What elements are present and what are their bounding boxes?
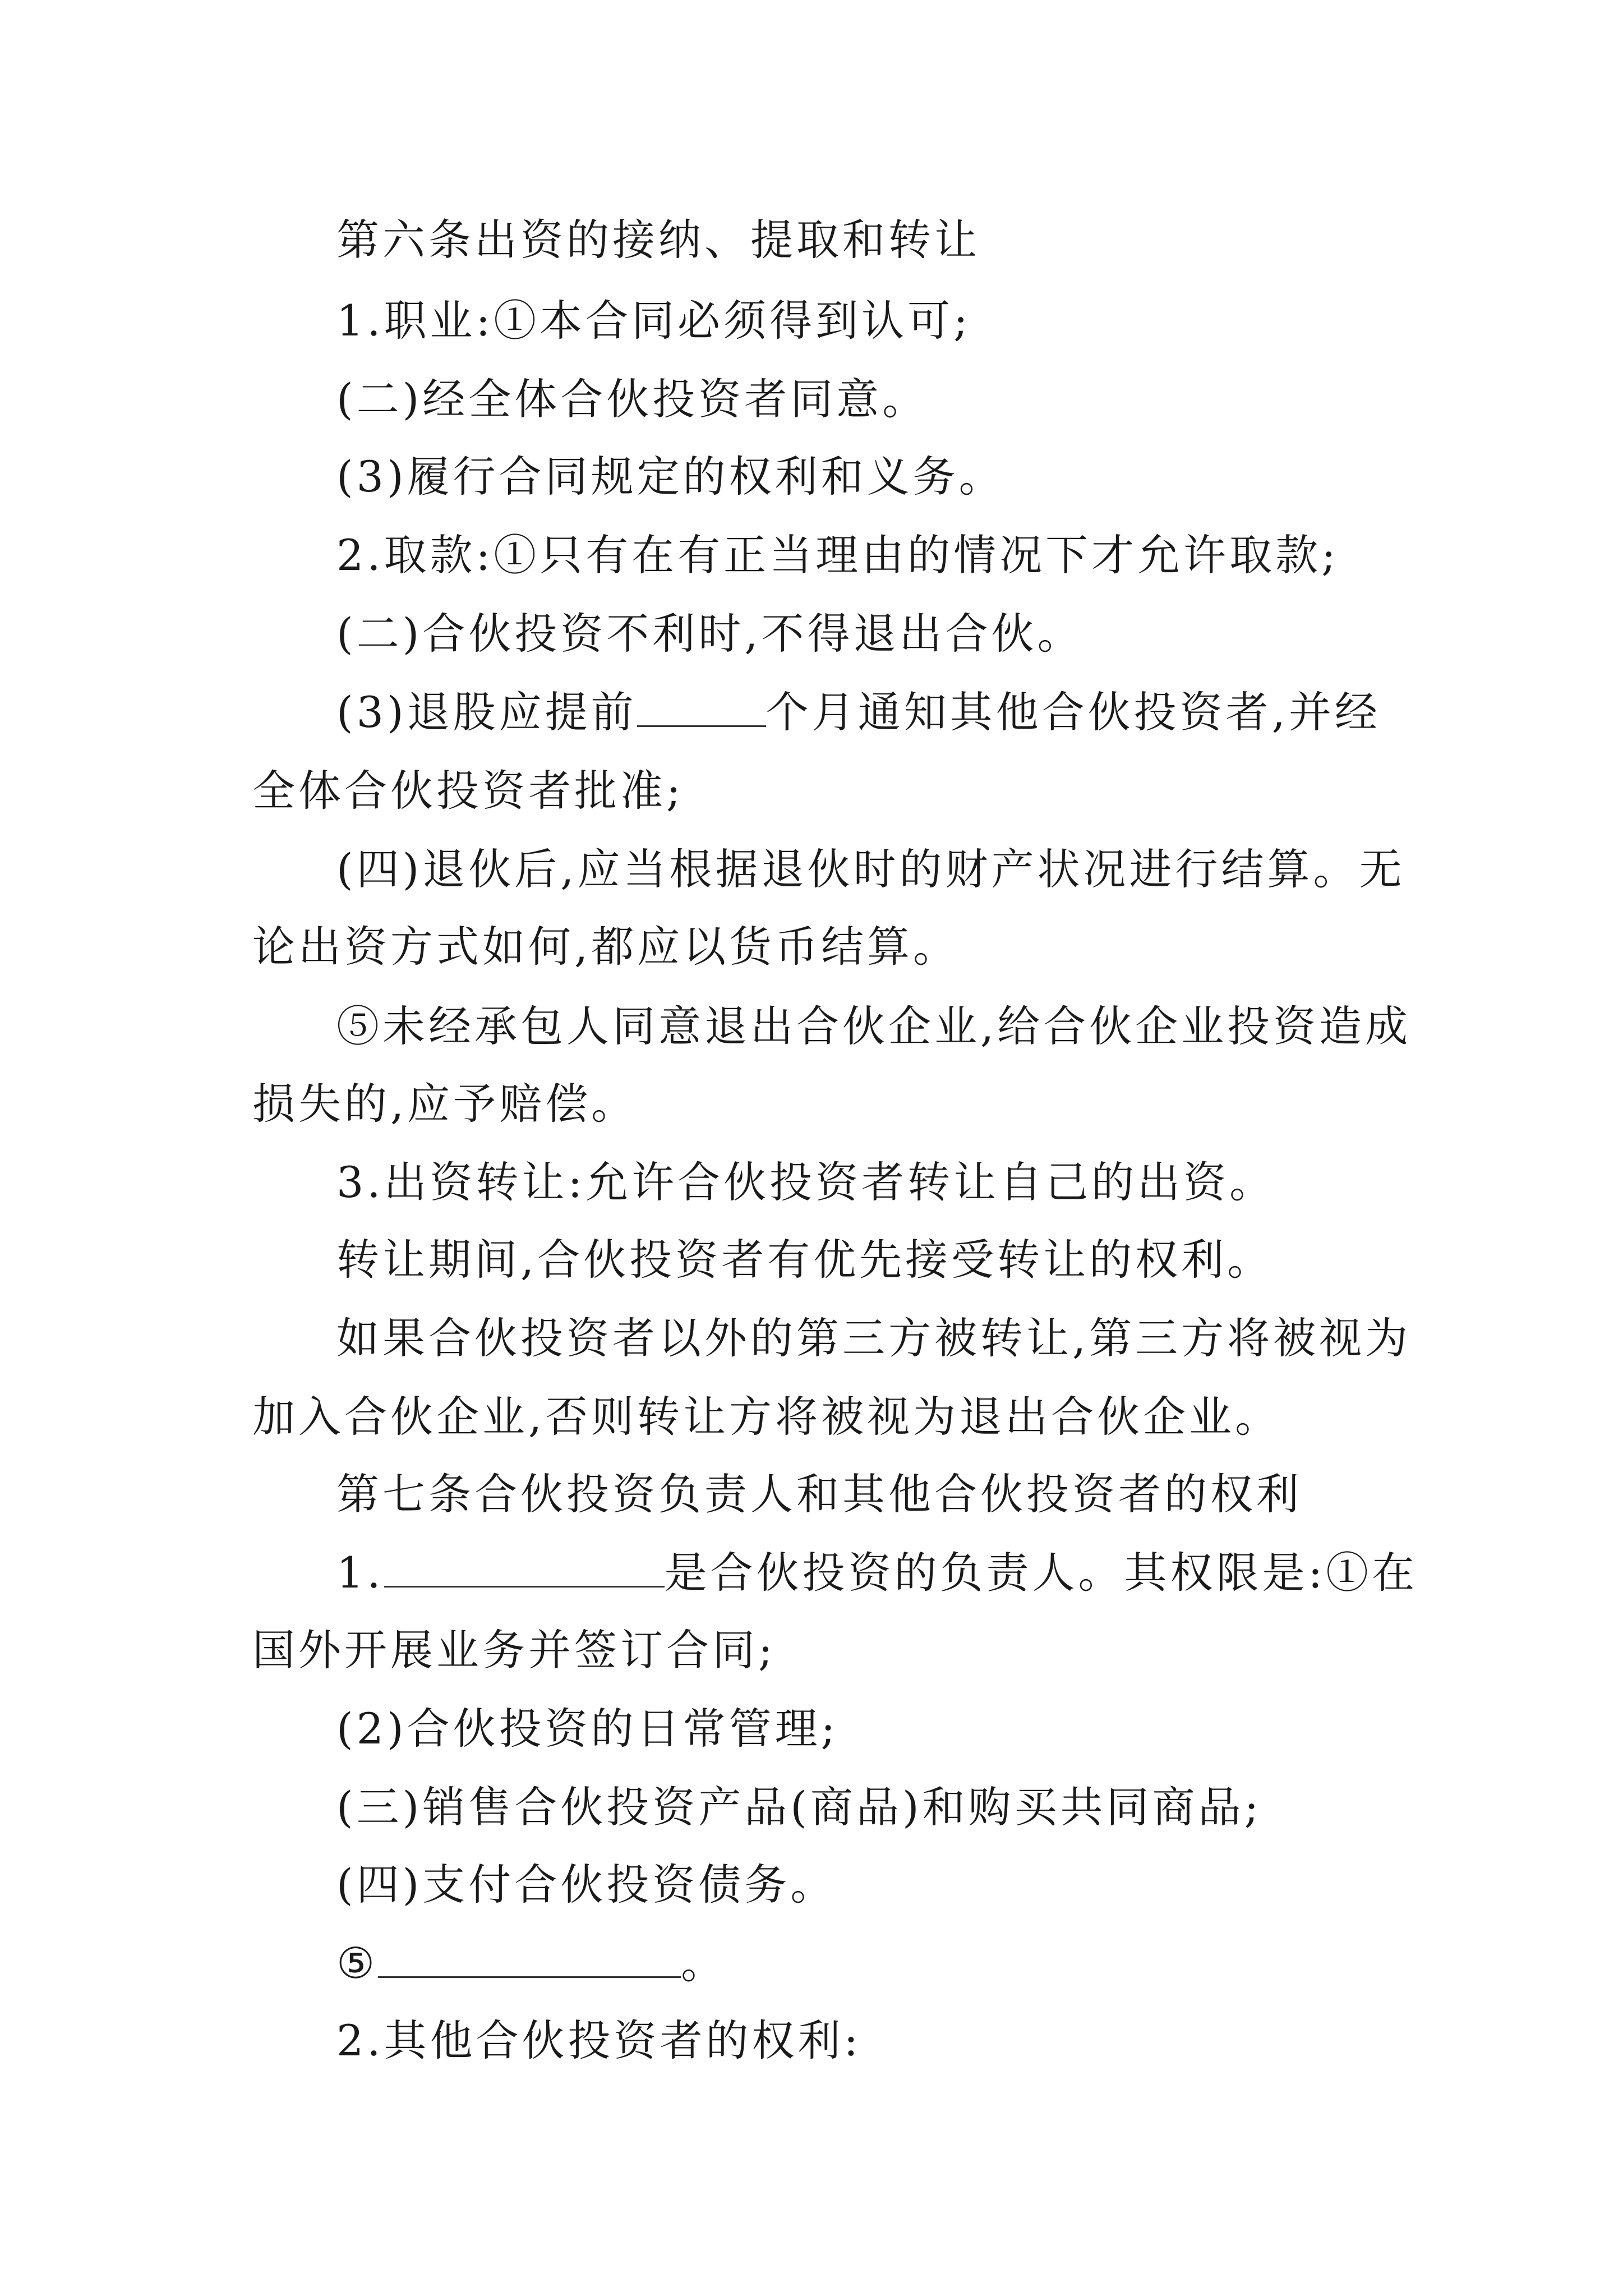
paragraph bbox=[336, 1232, 1273, 1288]
paragraph bbox=[336, 1310, 1411, 1366]
paragraph-text: 转让期间,合伙投资者有优先接受转让的权利。 bbox=[336, 1235, 1274, 1285]
paragraph bbox=[336, 841, 1405, 898]
paragraph bbox=[336, 449, 1005, 505]
paragraph bbox=[336, 1935, 727, 1991]
paragraph-text: 加入合伙企业,否则转让方将被视为退出合伙企业。 bbox=[252, 1392, 1281, 1442]
blank-field bbox=[378, 1937, 681, 1978]
paragraph-text: (四)退伙后,应当根据退伙时的财产状况进行结算。无 bbox=[336, 844, 1405, 894]
paragraph-text: ⑤未经承包人同意退出合伙企业,给合伙企业投资造成 bbox=[336, 1001, 1412, 1051]
paragraph-text: 损失的,应予赔偿。 bbox=[252, 1079, 638, 1129]
paragraph-text: 如果合伙投资者以外的第三方被转让,第三方将被视为 bbox=[336, 1313, 1412, 1363]
paragraph bbox=[336, 371, 928, 427]
paragraph-continuation bbox=[252, 919, 959, 975]
paragraph bbox=[336, 1857, 836, 1913]
paragraph-text: 第六条出资的接纳、提取和转让 bbox=[336, 215, 980, 265]
paragraph bbox=[336, 1545, 1418, 1601]
paragraph-text: 个月通知其他合伙投资者,并经 bbox=[766, 687, 1381, 737]
paragraph-text: 1. bbox=[336, 1548, 384, 1598]
paragraph bbox=[336, 684, 1381, 740]
paragraph-text: 是合伙投资的负责人。其权限是:①在 bbox=[664, 1548, 1418, 1598]
paragraph-text: 1.职业:①本合同必须得到认可; bbox=[336, 296, 971, 346]
paragraph-text: (四)支付合伙投资债务。 bbox=[336, 1860, 837, 1910]
paragraph-text: (3)履行合同规定的权利和义务。 bbox=[336, 452, 1005, 501]
paragraph-text: (三)销售合伙投资产品(商品)和购买共同商品; bbox=[336, 1782, 1262, 1832]
paragraph-continuation bbox=[252, 1622, 776, 1678]
paragraph-text: (二)经全体合伙投资者同意。 bbox=[336, 374, 929, 424]
paragraph-text: (二)合伙投资不利时,不得退出合伙。 bbox=[336, 609, 1083, 659]
paragraph-text: (2)合伙投资的日常管理; bbox=[336, 1704, 839, 1754]
paragraph-text: 全体合伙投资者批准; bbox=[252, 766, 684, 816]
paragraph bbox=[336, 1779, 1262, 1835]
paragraph-text: 国外开展业务并签订合同; bbox=[252, 1625, 776, 1675]
paragraph-text: 2.取款:①只有在有正当理由的情况下才允许取款; bbox=[336, 530, 1339, 580]
paragraph bbox=[336, 527, 1339, 583]
article-6-heading bbox=[336, 212, 980, 268]
paragraph-text: 3.出资转让:允许合伙投资者转让自己的出资。 bbox=[336, 1157, 1276, 1207]
paragraph-continuation bbox=[252, 1389, 1281, 1445]
blank-field bbox=[384, 1547, 665, 1588]
article-7-heading bbox=[336, 1466, 1302, 1522]
paragraph-continuation bbox=[252, 1076, 637, 1132]
paragraph-text: ⑤ bbox=[336, 1938, 379, 1988]
paragraph-text: 第七条合伙投资负责人和其他合伙投资者的权利 bbox=[336, 1469, 1302, 1519]
blank-field bbox=[637, 686, 766, 727]
paragraph bbox=[336, 1154, 1275, 1211]
paragraph bbox=[336, 293, 971, 349]
paragraph bbox=[336, 606, 1083, 662]
paragraph bbox=[336, 2013, 861, 2069]
paragraph bbox=[336, 999, 1411, 1055]
paragraph-text: 论出资方式如何,都应以货币结算。 bbox=[252, 922, 960, 972]
paragraph-text: 。 bbox=[681, 1938, 727, 1988]
paragraph-text: 2.其他合伙投资者的权利: bbox=[336, 2016, 862, 2065]
paragraph-text: (3)退股应提前 bbox=[336, 687, 637, 737]
paragraph bbox=[336, 1701, 838, 1757]
paragraph-continuation bbox=[252, 763, 684, 819]
